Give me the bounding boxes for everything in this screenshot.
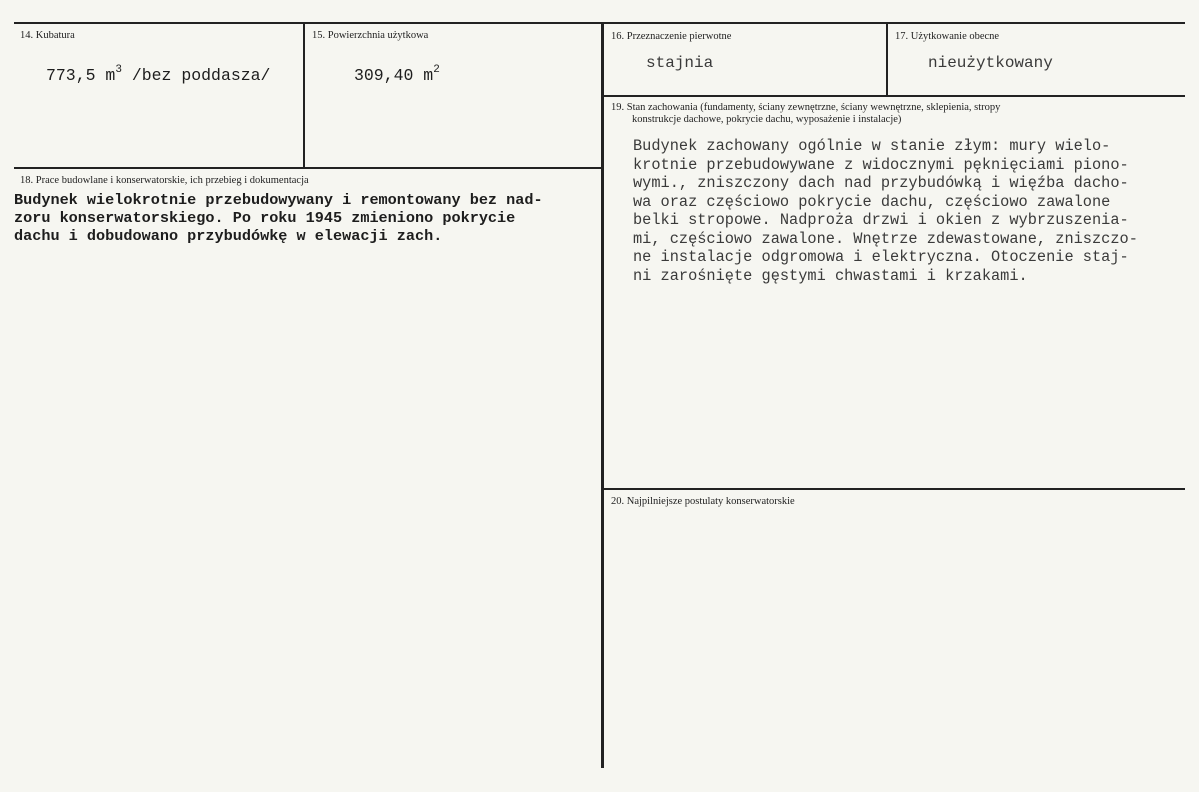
- field-19-line: mi, częściowo zawalone. Wnętrze zdewastowane, zniszczo-: [633, 229, 1138, 248]
- divider-horizontal-19-20: [603, 488, 1185, 490]
- divider-vertical-16-17: [886, 23, 888, 96]
- divider-vertical-main: [601, 23, 604, 768]
- field-20-label: 20. Najpilniejsze postulaty konserwatorskie: [611, 496, 795, 507]
- field-14-value: [46, 66, 270, 85]
- field-19-line: belki stropowe. Nadproża drzwi i okien z wybrzuszenia-: [633, 211, 1129, 229]
- field-19-text: [633, 137, 1185, 285]
- field-19-label-line1: 19. Stan zachowania (fundamenty, ściany zewnętrzne, ściany wewnętrzne, sklepienia, stropy: [611, 102, 1001, 113]
- field-19-line: wymi., zniszczony dach nad przybudówką i więźba dacho-: [633, 174, 1129, 192]
- top-rule: [14, 22, 1185, 24]
- field-14-unit-exponent: 3: [115, 64, 122, 76]
- field-19-line: ni zarośnięte gęstymi chwastami i krzakami.: [633, 266, 1028, 285]
- field-14-number: 773,5 m: [46, 66, 116, 85]
- field-19-label-line2: konstrukcje dachowe, pokrycie dachu, wyposażenie i instalacje): [632, 114, 902, 125]
- field-15-unit-exponent: 2: [433, 64, 440, 76]
- field-18-label: 18. Prace budowlane i konserwatorskie, ich przebieg i dokumentacja: [20, 175, 309, 186]
- field-16-label: 16. Przeznaczenie pierwotne: [611, 31, 732, 42]
- divider-horizontal-16-19: [603, 95, 1185, 97]
- field-19-line: Budynek zachowany ogólnie w stanie złym: mury wielo-: [633, 137, 1111, 155]
- field-15-number: 309,40 m: [354, 66, 434, 85]
- field-16-value: stajnia: [646, 54, 714, 72]
- field-18-line: zoru konserwatorskiego. Po roku 1945 zmieniono pokrycie: [14, 209, 516, 227]
- field-15-label: 15. Powierzchnia użytkowa: [312, 30, 429, 41]
- field-18-text: [14, 191, 602, 245]
- field-19-line: wa oraz częściowo pokrycie dachu, częściowo zawalone: [633, 192, 1111, 211]
- field-19-line: krotnie przebudowywane z widocznymi pęknięciami piono-: [633, 155, 1129, 174]
- divider-vertical-14-15: [303, 23, 305, 168]
- field-18-line: Budynek wielokrotnie przebudowywany i remontowany bez nad-: [14, 191, 543, 209]
- field-17-label: 17. Użytkowanie obecne: [895, 31, 1000, 42]
- field-17-value: nieużytkowany: [928, 54, 1053, 72]
- field-14-label: 14. Kubatura: [20, 30, 75, 41]
- divider-horizontal-14-18: [14, 167, 602, 169]
- field-14-note: /bez poddasza/: [121, 66, 271, 85]
- field-15-value: [354, 66, 440, 85]
- field-19-line: ne instalacje odgromowa i elektryczna. Otoczenie staj-: [633, 248, 1129, 266]
- field-18-line: dachu i dobudowano przybudówkę w elewacji zach.: [14, 227, 443, 245]
